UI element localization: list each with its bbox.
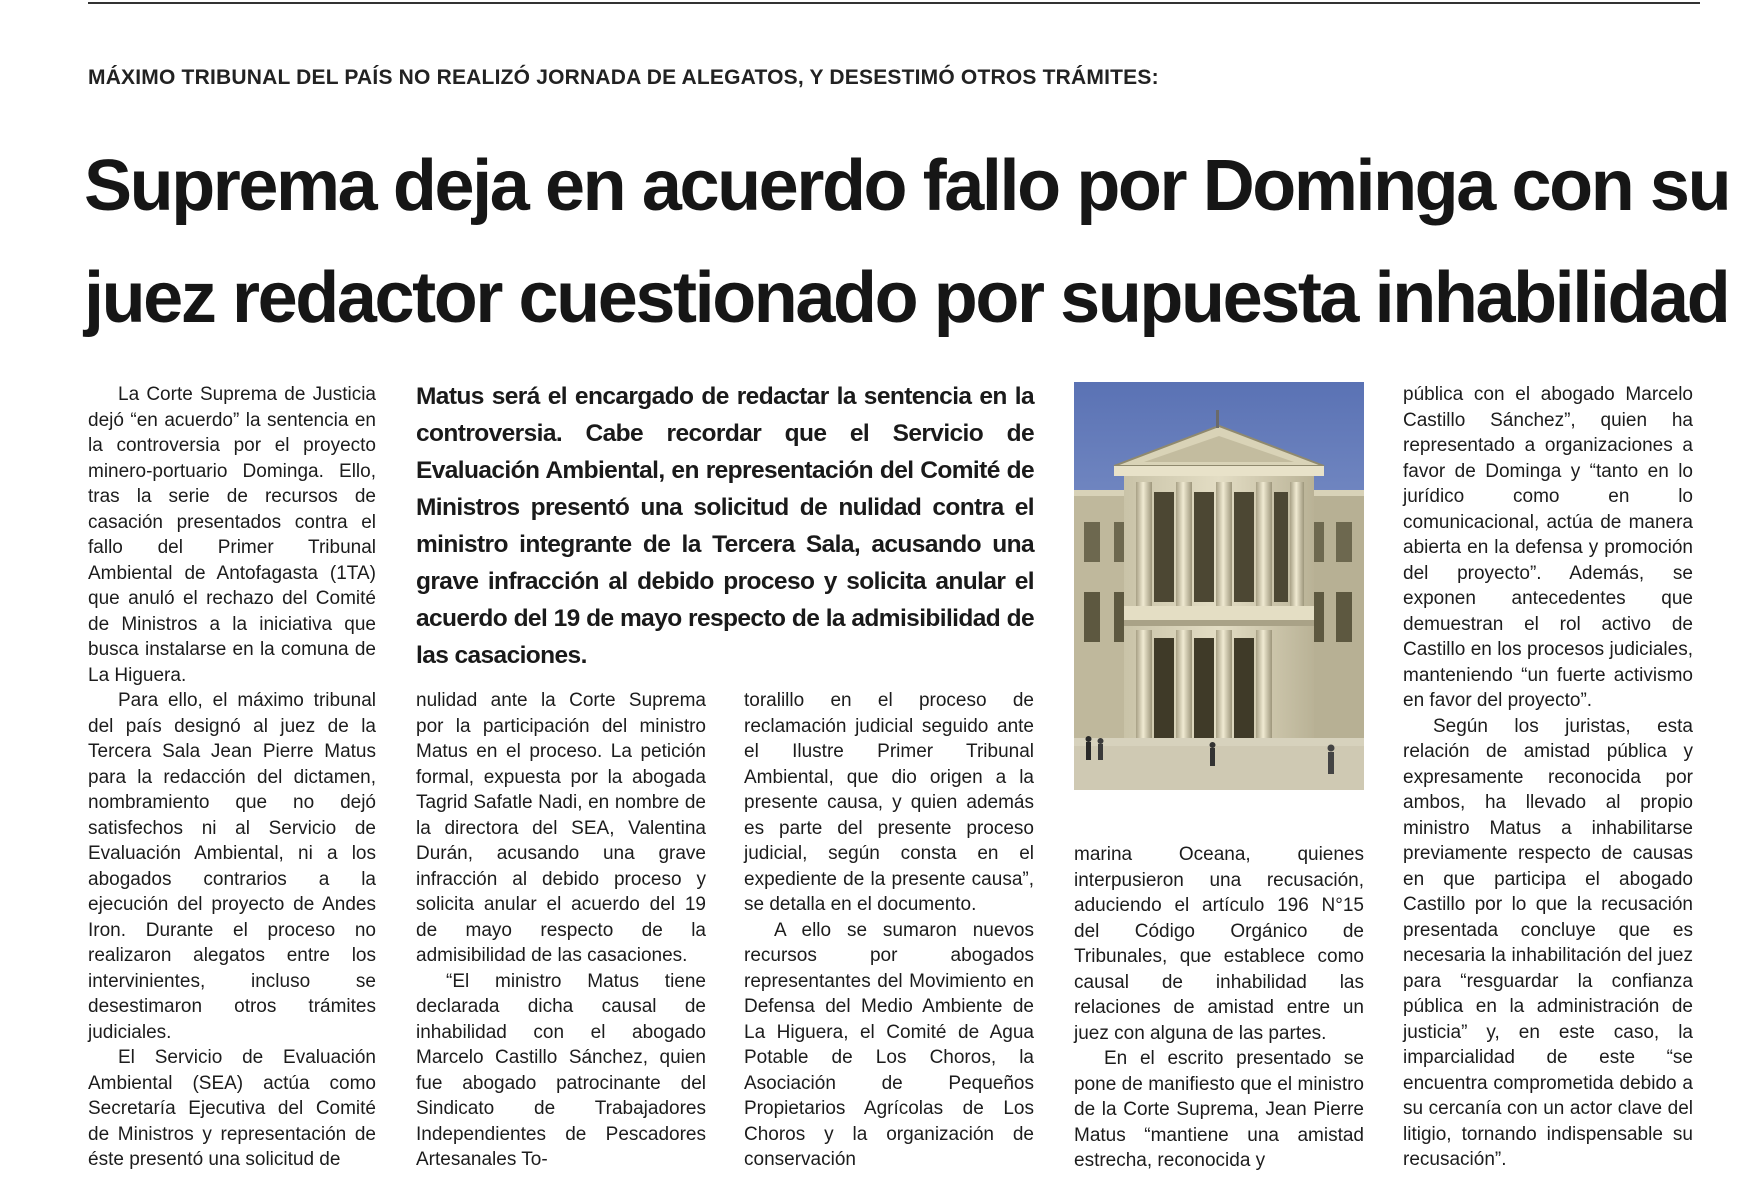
paragraph: En el escrito presentado se pone de manifiesto que el ministro de la Corte Suprema, Jean Pierre Matus “mantiene una amistad estrecha, reconocida y [1074, 1048, 1364, 1171]
paragraph: La Corte Suprema de Justicia dejó “en acuerdo” la sentencia en la controversia por el proyecto minero-portuario Dominga. Ello, tras la serie de recursos de casación presentados contra el fallo del Primer Tribunal Ambiental de Antofagasta (1TA) que anuló el rechazo del Comité de Ministros a la iniciativa que busca instalarse en la comuna de La Higuera. [88, 384, 376, 686]
body-column-2 [416, 688, 706, 1170]
supreme-court-photo [1074, 382, 1364, 790]
paragraph: Para ello, el máximo tribunal del país designó al juez de la Tercera Sala Jean Pierre Matus para la redacción del dictamen, nombramiento que no dejó satisfechos ni al Servicio de Evaluación Ambiental, ni a los abogados contrarios a la ejecución del proyecto de Andes Iron. Durante el proceso no realizaron alegatos entre los intervinientes, incluso se desestimaron otros trámites judiciales. [88, 690, 376, 1043]
paragraph: pública con el abogado Marcelo Castillo Sánchez”, quien ha representado a organizaciones a favor de Dominga y “tanto en lo jurídico como en lo comunicacional, actúa de manera abierta en la defensa y promoción del proyecto”. Además, se exponen antecedentes que demuestran el rol activo de Castillo en los procesos judiciales, manteniendo “un fuerte activismo en favor del proyecto”. [1403, 384, 1693, 711]
headline [84, 130, 1730, 354]
body-column-5 [1403, 382, 1693, 1170]
paragraph: A ello se sumaron nuevos recursos por abogados representantes del Movimiento en Defensa del Medio Ambiente de La Higuera, el Comité de Agua Potable de Los Choros, la Asociación de Pequeños Propietarios Agrícolas de Los Choros y la organización de conservación [744, 919, 1034, 1170]
body-column-3 [744, 688, 1034, 1170]
paragraph: Según los juristas, esta relación de amistad pública y expresamente reconocida por ambos, ha llevado al propio ministro Matus a inhabilitarse previamente respecto de causas en que participa el abogado Castillo por lo que la recusación presentada concluye que es necesaria la inhabilitación del juez para “resguardar la confianza pública en la administración de justicia” y, en este caso, la imparcialidad de este “se encuentra comprometida debido a su cercanía con un actor clave del litigio, tornando indispensable su recusación”. [1403, 715, 1693, 1170]
paragraph: toralillo en el proceso de reclamación judicial seguido ante el Ilustre Primer Tribunal Ambiental, que dio origen a la presente causa, y quien además es parte del presente proceso judicial, según consta en el expediente de la presente causa”, se detalla en el documento. [744, 690, 1034, 915]
paragraph: “El ministro Matus tiene declarada dicha causal de inhabilidad con el abogado Marcelo Castillo Sánchez, quien fue abogado patrocinante del Sindicato de Trabajadores Independientes de Pescadores Artesanales To- [416, 970, 706, 1170]
body-column-4 [1074, 842, 1364, 1171]
paragraph: El Servicio de Evaluación Ambiental (SEA) actúa como Secretaría Ejecutiva del Comité de Ministros y representación de éste presentó una solicitud de [88, 1047, 376, 1170]
kicker: MÁXIMO TRIBUNAL DEL PAÍS NO REALIZÓ JORNADA DE ALEGATOS, Y DESESTIMÓ OTROS TRÁMITES: [88, 66, 1159, 89]
top-rule [88, 2, 1700, 4]
paragraph: nulidad ante la Corte Suprema por la participación del ministro Matus en el proceso. La petición formal, expuesta por la abogada Tagrid Safatle Nadi, en nombre de la directora del SEA, Valentina Durán, acusando una grave infracción al debido proceso y solicita anular el acuerdo del 19 de mayo respecto de la admisibilidad de las casaciones. [416, 690, 706, 966]
paragraph: marina Oceana, quienes interpusieron una recusación, aduciendo el artículo 196 N°15 del Código Orgánico de Tribunales, que establece como causal de inhabilidad las relaciones de amistad entre un juez con alguna de las partes. [1074, 844, 1364, 1044]
lead-paragraph: Matus será el encargado de redactar la sentencia en la controversia. Cabe recordar que el Servicio de Evaluación Ambiental, en representación del Comité de Ministros presentó una solicitud de nulidad contra el ministro integrante de la Tercera Sala, acusando una grave infracción al debido proceso y solicita anular el acuerdo del 19 de mayo respecto de la admisibilidad de las casaciones. [416, 383, 1034, 669]
headline-line-1: Suprema deja en acuerdo fallo por Dominga con su [84, 146, 1730, 226]
body-column-1 [88, 382, 376, 1170]
headline-line-2: juez redactor cuestionado por supuesta inhabilidad [84, 258, 1729, 338]
